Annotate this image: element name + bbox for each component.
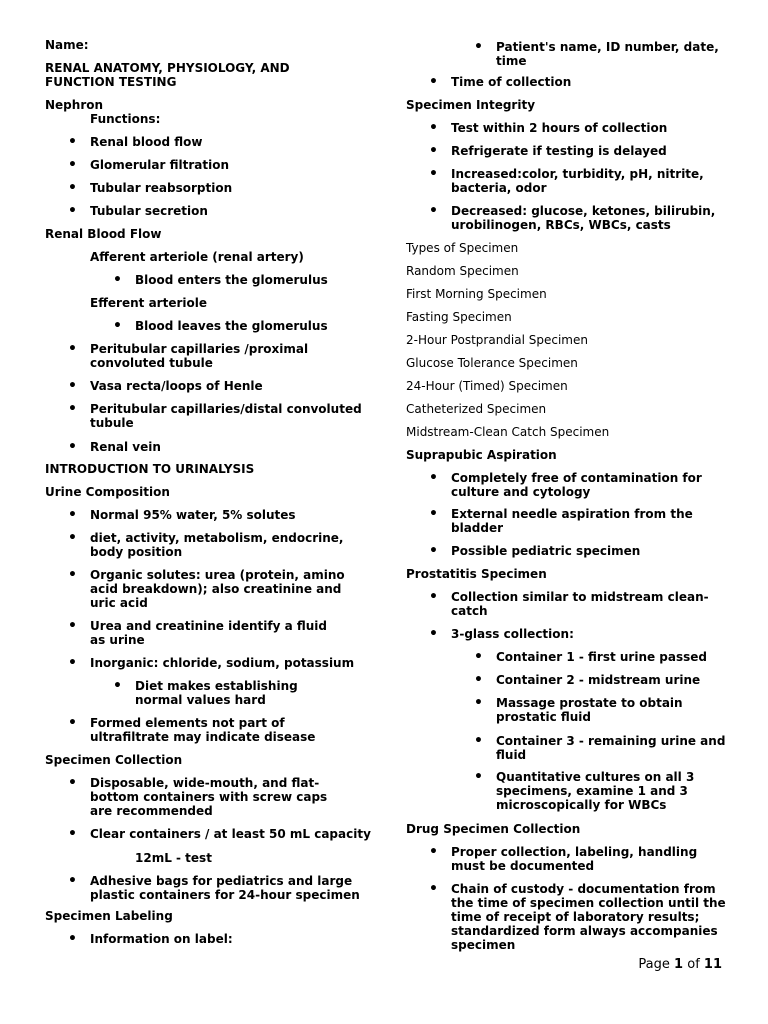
- page-of-label: of: [687, 957, 700, 972]
- text-line: RENAL ANATOMY, PHYSIOLOGY, AND FUNCTION TESTING: [45, 61, 290, 89]
- list-item: • External needle aspiration from the bladder: [451, 507, 706, 535]
- text-line: Specimen Integrity: [406, 98, 536, 112]
- text-line: 2-Hour Postprandial Specimen: [406, 333, 588, 347]
- list-item: • Urea and creatinine identify a fluid as urine: [90, 619, 345, 647]
- list-item: • Peritubular capillaries/distal convoluted tubule: [90, 402, 365, 430]
- list-item: • Container 2 - midstream urine: [496, 673, 726, 687]
- text-line: Renal Blood Flow: [45, 227, 162, 241]
- list-item: • Container 1 - first urine passed: [496, 650, 726, 664]
- text-line: Specimen Collection: [45, 753, 183, 767]
- text-line: Fasting Specimen: [406, 310, 512, 324]
- list-item: • Chain of custody - documentation from the time of specimen collection until the time of receipt of laboratory results; standardized form always accompanies specimen: [451, 882, 726, 952]
- list-item: • Glomerular filtration: [90, 158, 365, 172]
- list-item: • Diet makes establishing normal values hard: [135, 679, 345, 707]
- text-line: Types of Specimen: [406, 241, 519, 255]
- text-line: Efferent arteriole: [90, 296, 207, 310]
- list-item: • Proper collection, labeling, handling must be documented: [451, 845, 701, 873]
- list-item: • Formed elements not part of ultrafiltrate may indicate disease: [90, 716, 365, 744]
- text-line: Afferent arteriole (renal artery): [90, 250, 304, 264]
- text-line: INTRODUCTION TO URINALYSIS: [45, 462, 255, 476]
- list-item: • Increased:color, turbidity, pH, nitrite, bacteria, odor: [451, 167, 711, 195]
- text-line: Glucose Tolerance Specimen: [406, 356, 578, 370]
- text-line: Name:: [45, 38, 89, 52]
- list-item: • Renal vein: [90, 440, 365, 454]
- list-item: • Organic solutes: urea (protein, amino acid breakdown); also creatinine and uric acid: [90, 568, 365, 610]
- list-item: • Blood enters the glomerulus: [135, 273, 365, 287]
- list-item: • Peritubular capillaries /proximal convoluted tubule: [90, 342, 320, 370]
- text-line: Random Specimen: [406, 264, 519, 278]
- list-item: • Tubular reabsorption: [90, 181, 365, 195]
- page-total: 11: [703, 957, 722, 972]
- page-footer: [638, 957, 722, 972]
- list-item: • Clear containers / at least 50 mL capacity: [90, 827, 380, 841]
- text-line: 24-Hour (Timed) Specimen: [406, 379, 568, 393]
- list-item: • Test within 2 hours of collection: [451, 121, 726, 135]
- page-label: Page: [638, 957, 670, 972]
- text-line: Prostatitis Specimen: [406, 567, 547, 581]
- list-item: • Refrigerate if testing is delayed: [451, 144, 726, 158]
- list-item: • Vasa recta/loops of Henle: [90, 379, 365, 393]
- text-line: 12mL - test: [135, 851, 212, 865]
- list-item: • Adhesive bags for pediatrics and large plastic containers for 24-hour specimen: [90, 874, 365, 902]
- text-line: Midstream-Clean Catch Specimen: [406, 425, 610, 439]
- list-item: • Container 3 - remaining urine and fluid: [496, 734, 736, 762]
- text-line: Drug Specimen Collection: [406, 822, 581, 836]
- text-line: Specimen Labeling: [45, 909, 173, 923]
- text-line: Functions:: [90, 112, 161, 126]
- list-item: • Normal 95% water, 5% solutes: [90, 508, 365, 522]
- list-item: • Disposable, wide-mouth, and flat-bottom containers with screw caps are recommended: [90, 776, 345, 818]
- list-item: • 3-glass collection:: [451, 627, 726, 641]
- list-item: • Information on label:: [90, 932, 365, 946]
- list-item: • Massage prostate to obtain prostatic fluid: [496, 696, 696, 724]
- list-item: • Collection similar to midstream clean-catch: [451, 590, 711, 618]
- list-item: • Time of collection: [451, 75, 726, 89]
- list-item: • Possible pediatric specimen: [451, 544, 726, 558]
- text-line: Urine Composition: [45, 485, 170, 499]
- list-item: • Tubular secretion: [90, 204, 365, 218]
- list-item: • Patient's name, ID number, date, time: [496, 40, 736, 68]
- list-item: • Decreased: glucose, ketones, bilirubin, urobilinogen, RBCs, WBCs, casts: [451, 204, 726, 232]
- text-line: Nephron: [45, 98, 104, 112]
- text-line: Catheterized Specimen: [406, 402, 547, 416]
- text-line: Suprapubic Aspiration: [406, 448, 557, 462]
- list-item: • Completely free of contamination for culture and cytology: [451, 471, 716, 499]
- text-line: First Morning Specimen: [406, 287, 547, 301]
- list-item: • Quantitative cultures on all 3 specimens, examine 1 and 3 microscopically for WBCs: [496, 770, 716, 812]
- list-item: • Blood leaves the glomerulus: [135, 319, 365, 333]
- list-item: • diet, activity, metabolism, endocrine, body position: [90, 531, 345, 559]
- list-item: • Renal blood flow: [90, 135, 365, 149]
- list-item: • Inorganic: chloride, sodium, potassium: [90, 656, 365, 670]
- page-current: 1: [674, 957, 684, 972]
